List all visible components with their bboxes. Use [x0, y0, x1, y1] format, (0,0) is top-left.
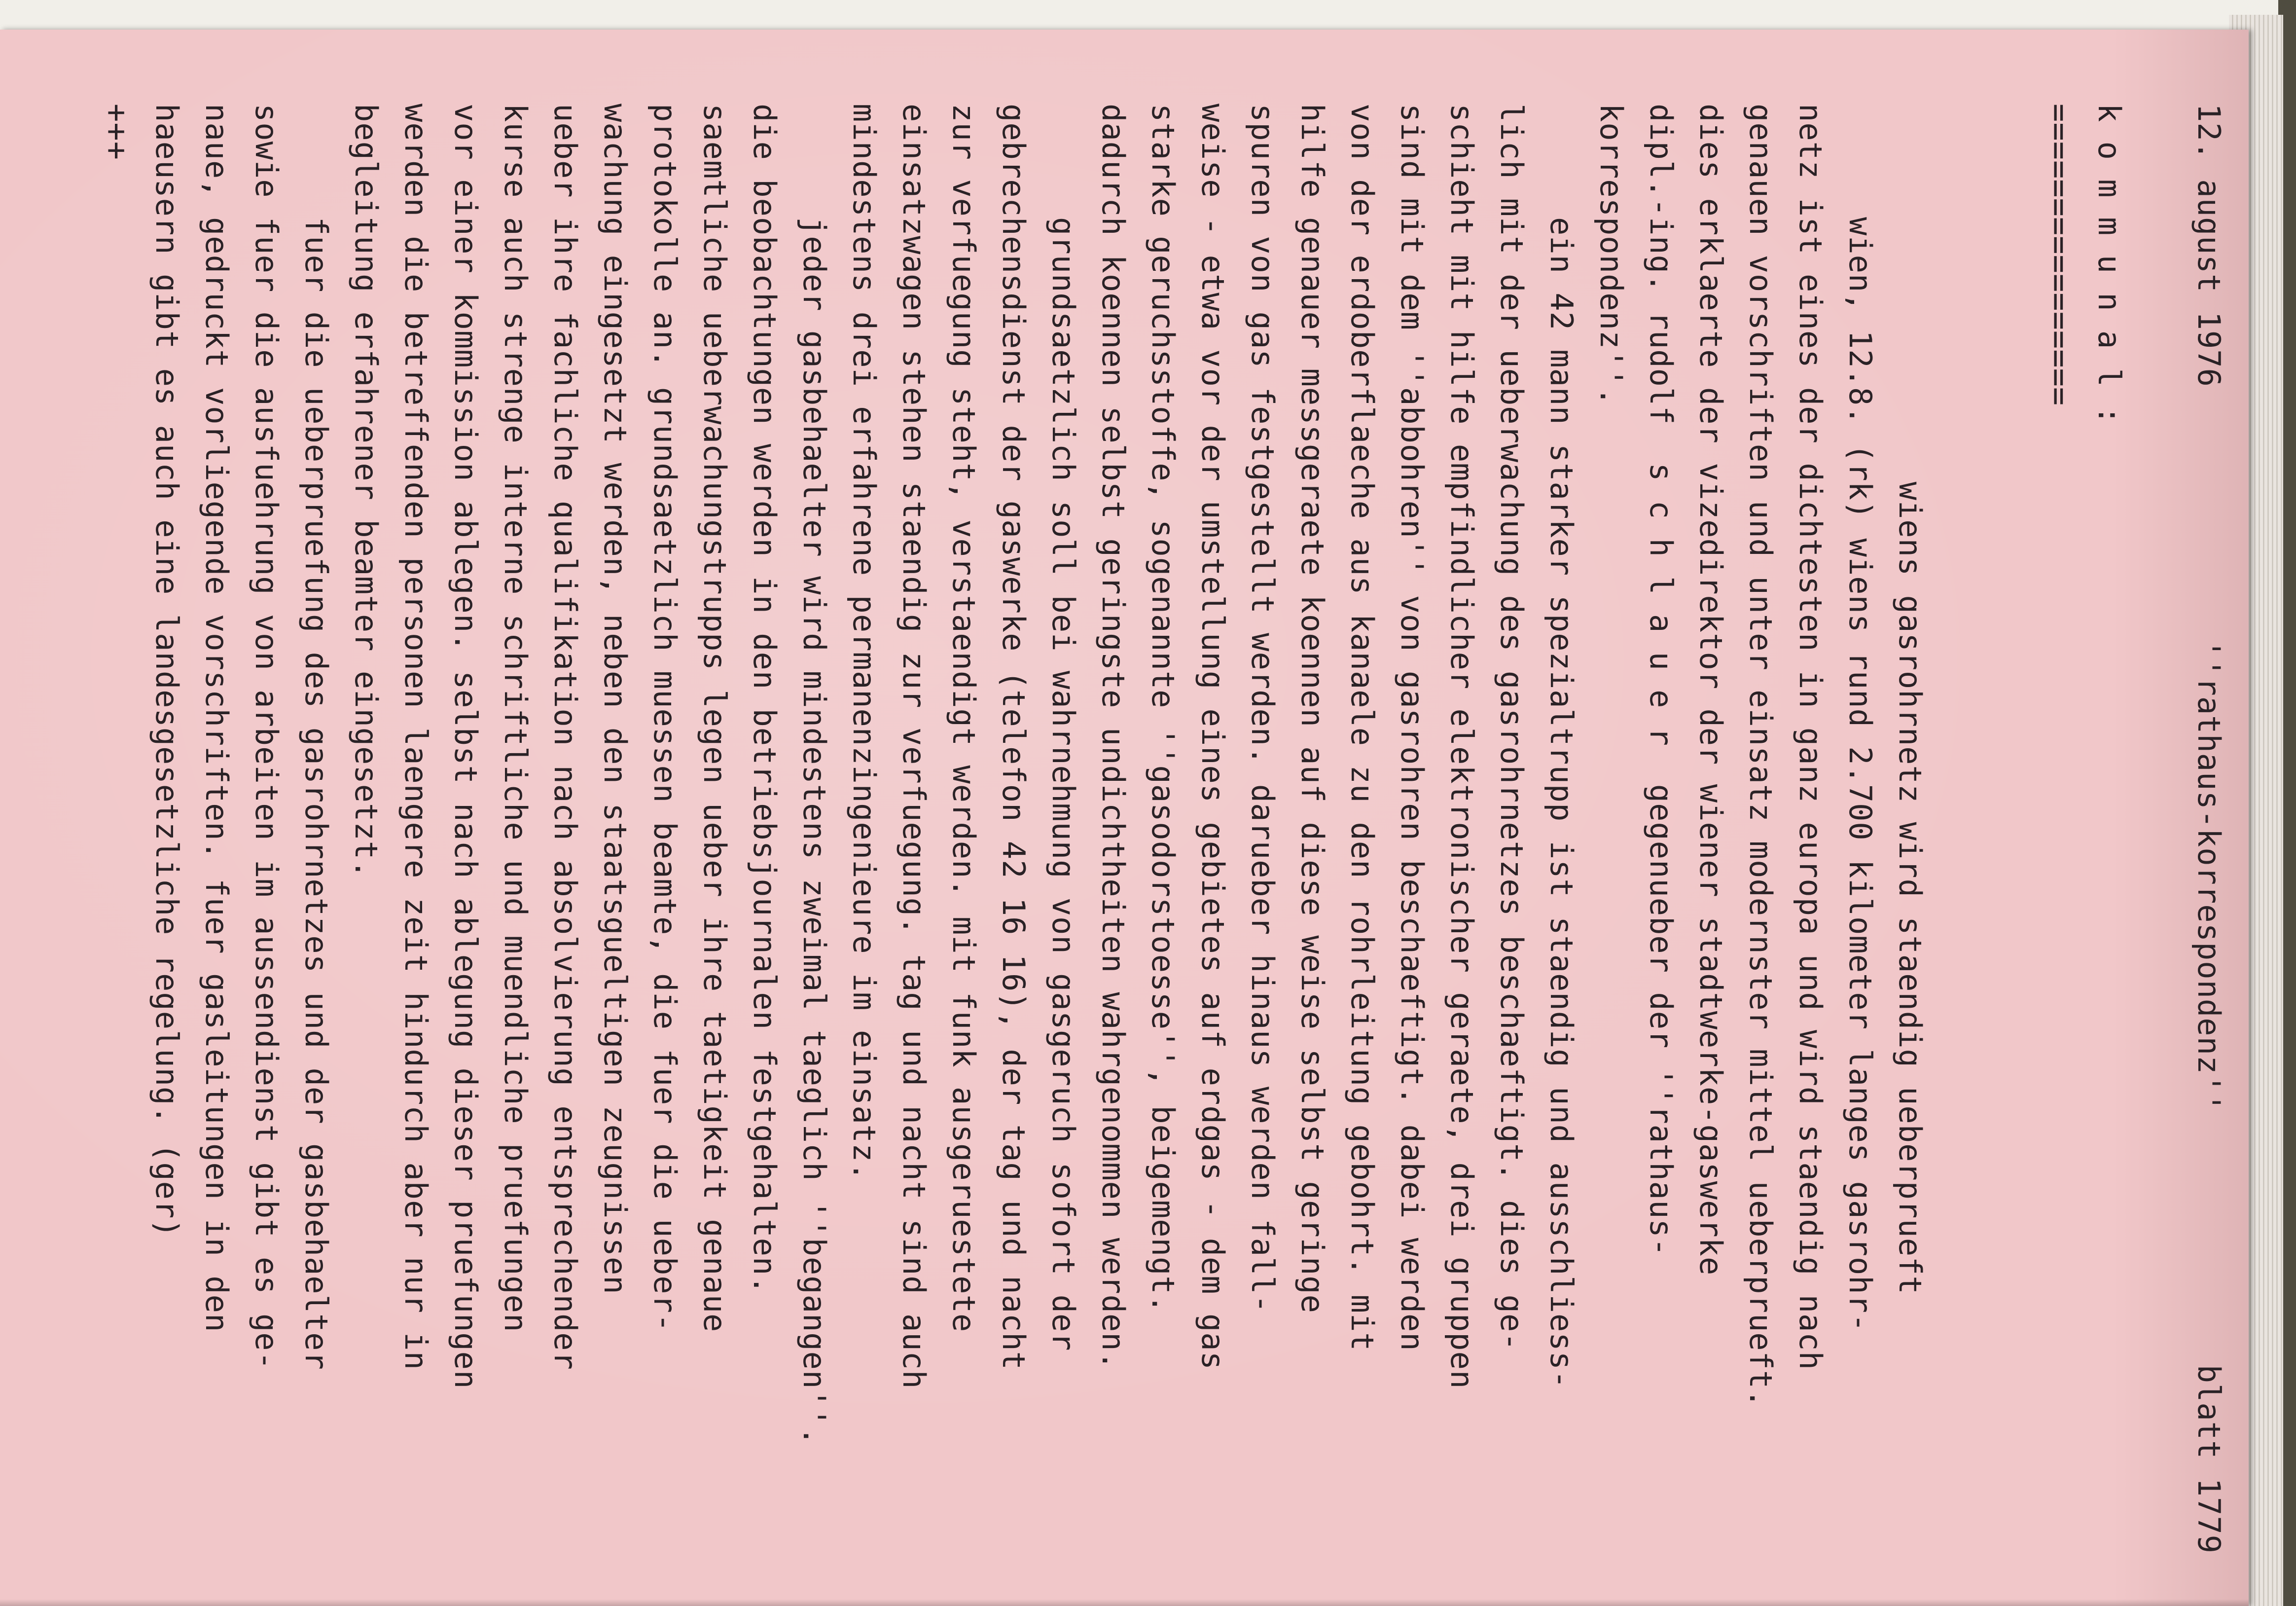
paragraph-line: korrespondenz''. [1593, 104, 1629, 406]
paragraph-line: lich mit der ueberwachung des gasrohrnetzes beschaeftigt. dies ge- [1494, 104, 1530, 1351]
section-label: k o m m u n a l : [2091, 104, 2127, 425]
paragraph-line: jeder gasbehaelter wird mindestens zweimal taeglich ''begangen''. [796, 104, 832, 1446]
paragraph-line: die beobachtungen werden in den betriebsjournalen festgehalten. [747, 104, 783, 1295]
section-underline: ================ [2042, 104, 2078, 406]
end-mark: +++ [99, 104, 135, 160]
paragraph-line: zur verfuegung steht, verstaendigt werden. mit funk ausgeruestete [946, 104, 982, 1333]
paragraph-line: vor einer kommission ablegen. selbst nach ablegung dieser pruefungen [448, 104, 484, 1389]
paragraph-line: fuer die ueberpruefung des gasrohrnetzes und der gasbehaelter [298, 104, 334, 1370]
paragraph-line: sind mit dem ''abbohren'' von gasrohren beschaeftigt. dabei werden [1394, 104, 1430, 1351]
paragraph-line: ueber ihre fachliche qualifikation nach absolvierung entsprechender [547, 104, 583, 1370]
paragraph-line: haeusern gibt es auch eine landesgesetzliche regelung. (ger) [149, 104, 185, 1238]
header-sheet-number: blatt 1779 [2191, 1364, 2227, 1554]
paragraph-5 [142, 104, 341, 1554]
paragraph-line: grundsaetzlich soll bei wahrnehmung von gasgeruch sofort der [1045, 104, 1081, 1351]
paragraph-line: kurse auch strenge interne schriftliche und muendliche pruefungen [498, 104, 534, 1333]
paragraph-line: dadurch koennen selbst geringste undichtheiten wahrgenommen werden. [1095, 104, 1131, 1370]
paragraph-line: schieht mit hilfe empfindlicher elektronischer geraete, drei gruppen [1444, 104, 1480, 1389]
paragraph-line: genauen vorschriften und unter einsatz modernster mittel ueberprueft. [1743, 104, 1779, 1408]
paragraph-line: protokolle an. grundsaetzlich muessen beamte, die fuer die ueber- [647, 104, 683, 1333]
paragraph-line: von der erdoberflaeche aus kanaele zu den rohrleitung gebohrt. mit [1344, 104, 1380, 1351]
paragraph-line: begleitung erfahrener beamter eingesetzt. [348, 104, 384, 879]
header-publication: ''rathaus-korrespondenz'' [2191, 639, 2227, 1112]
paragraph-line: hilfe genauer messgeraete koennen auf diese weise selbst geringe [1294, 104, 1330, 1314]
pink-typed-sheet [0, 30, 2249, 1606]
paragraph-1 [1586, 104, 1885, 1554]
paragraph-line: sowie fuer die ausfuehrung von arbeiten im aussendienst gibt es ge- [249, 104, 285, 1370]
paragraph-3 [839, 104, 1088, 1554]
article-title [1892, 104, 1985, 1554]
paragraph-line: weise - etwa vor der umstellung eines gebietes auf erdgas - dem gas [1195, 104, 1231, 1370]
paragraph-line: wachung eingesetzt werden, neben den staatsgueltigen zeugnissen [597, 104, 633, 1295]
paragraph-line: spuren von gas festgestellt werden. darueber hinaus werden fall- [1245, 104, 1281, 1314]
paragraph-line: starke geruchsstoffe, sogenannte ''gasodorstoesse'', beigemengt. [1145, 104, 1181, 1314]
paragraph-line: naue, gedruckt vorliegende vorschriften. fuer gasleitungen in den [199, 104, 235, 1333]
paragraph-4 [341, 104, 839, 1554]
paragraph-2 [1088, 104, 1586, 1554]
paragraph-line: dies erklaerte der vizedirektor der wiener stadtwerke-gaswerke [1693, 104, 1729, 1276]
paragraph-line: ein 42 mann starker spezialtrupp ist staendig und ausschliess- [1543, 104, 1579, 1389]
paragraph-line: saemtliche ueberwachungstrupps legen ueber ihre taetigkeit genaue [697, 104, 733, 1333]
paragraph-line: dipl.-ing. rudolf s c h l a u e r gegenueber der ''rathaus- [1643, 104, 1679, 1257]
paragraph-line: netz ist eines der dichtesten in ganz europa und wird staendig nach [1793, 104, 1829, 1370]
paragraph-line: einsatzwagen stehen staendig zur verfuegung. tag und nacht sind auch [896, 104, 932, 1389]
paragraph-line: mindestens drei erfahrene permanenzingenieure im einsatz. [846, 104, 882, 1181]
paragraph-line: werden die betreffenden personen laengere zeit hindurch aber nur in [398, 104, 434, 1370]
typed-text-block [99, 104, 2234, 1554]
article-title-text: wiens gasrohrnetz wird staendig ueberprueft [1892, 481, 1928, 1295]
sheet-bottom-shadow [0, 1599, 2249, 1606]
paragraph-line: wien, 12.8. (rk) wiens rund 2.700 kilometer langes gasrohr- [1842, 104, 1878, 1333]
header-date: 12. august 1976 [2191, 104, 2227, 387]
page-header [2184, 104, 2234, 1554]
paragraph-line: gebrechensdienst der gaswerke (telefon 42 16 16), der tag und nacht [996, 104, 1032, 1370]
